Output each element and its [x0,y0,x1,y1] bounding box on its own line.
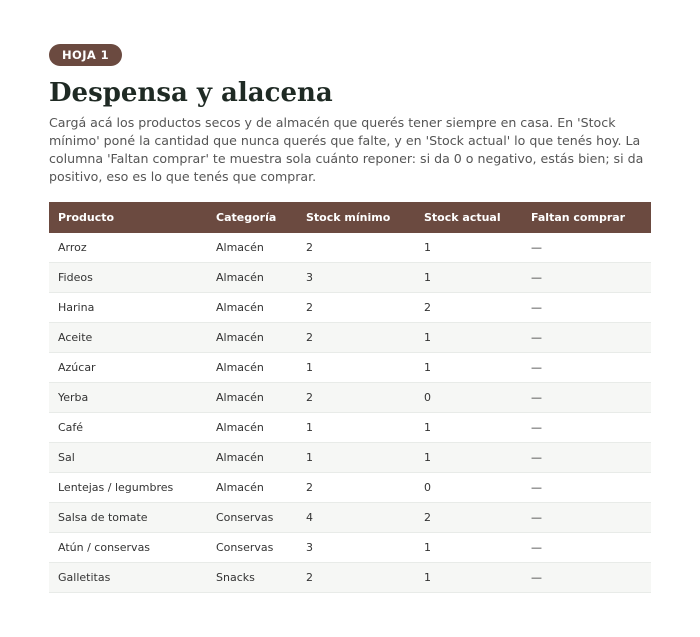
cell-producto[interactable]: Fideos [49,263,207,293]
cell-producto[interactable]: Salsa de tomate [49,503,207,533]
cell-faltan-comprar: — [522,563,651,593]
cell-stock-actual[interactable]: 0 [415,383,522,413]
cell-categoria[interactable]: Almacén [207,293,297,323]
cell-categoria[interactable]: Almacén [207,473,297,503]
cell-stock-minimo[interactable]: 1 [297,413,415,443]
cell-producto[interactable]: Yerba [49,383,207,413]
cell-producto[interactable]: Arroz [49,233,207,263]
cell-stock-minimo[interactable]: 2 [297,233,415,263]
table-row [49,323,651,353]
cell-stock-actual[interactable]: 1 [415,533,522,563]
cell-producto[interactable]: Harina [49,293,207,323]
table-row [49,473,651,503]
pantry-table [49,202,651,593]
cell-stock-actual[interactable]: 1 [415,263,522,293]
cell-faltan-comprar: — [522,503,651,533]
cell-categoria[interactable]: Almacén [207,443,297,473]
cell-stock-actual[interactable]: 1 [415,563,522,593]
header-producto: Producto [49,202,207,233]
page-title: Despensa y alacena [49,78,333,108]
table-row [49,533,651,563]
table-row [49,353,651,383]
table-row [49,263,651,293]
cell-stock-minimo[interactable]: 2 [297,563,415,593]
cell-categoria[interactable]: Almacén [207,233,297,263]
table-row [49,563,651,593]
cell-categoria[interactable]: Almacén [207,353,297,383]
cell-categoria[interactable]: Almacén [207,263,297,293]
header-faltan-comprar: Faltan comprar [522,202,651,233]
cell-producto[interactable]: Sal [49,443,207,473]
sheet-badge: HOJA 1 [49,44,122,66]
cell-stock-minimo[interactable]: 1 [297,353,415,383]
cell-producto[interactable]: Aceite [49,323,207,353]
cell-faltan-comprar: — [522,443,651,473]
page-description: Cargá acá los productos secos y de almacén que querés tener siempre en casa. En 'Stock mínimo' poné la cantidad que nunca querés que falte, y en 'Stock actual' lo que tenés hoy. La columna 'Faltan comprar' te muestra sola cuánto reponer: si da 0 o negativo, estás bien; si da positivo, eso es lo que tenés que comprar. [49,115,644,184]
cell-faltan-comprar: — [522,233,651,263]
cell-categoria[interactable]: Conservas [207,533,297,563]
cell-stock-actual[interactable]: 2 [415,293,522,323]
table-row [49,413,651,443]
header-stock-actual: Stock actual [415,202,522,233]
cell-faltan-comprar: — [522,263,651,293]
cell-stock-minimo[interactable]: 2 [297,383,415,413]
table-row [49,293,651,323]
cell-stock-actual[interactable]: 1 [415,353,522,383]
cell-categoria[interactable]: Almacén [207,323,297,353]
cell-stock-minimo[interactable]: 3 [297,533,415,563]
table-row [49,503,651,533]
table-row [49,383,651,413]
table-row [49,233,651,263]
cell-stock-actual[interactable]: 1 [415,443,522,473]
cell-producto[interactable]: Lentejas / legumbres [49,473,207,503]
cell-faltan-comprar: — [522,413,651,443]
cell-categoria[interactable]: Conservas [207,503,297,533]
cell-producto[interactable]: Café [49,413,207,443]
cell-faltan-comprar: — [522,323,651,353]
cell-stock-actual[interactable]: 1 [415,323,522,353]
cell-stock-actual[interactable]: 1 [415,233,522,263]
cell-producto[interactable]: Galletitas [49,563,207,593]
cell-stock-minimo[interactable]: 2 [297,293,415,323]
cell-faltan-comprar: — [522,383,651,413]
header-categoria: Categoría [207,202,297,233]
cell-faltan-comprar: — [522,533,651,563]
cell-producto[interactable]: Azúcar [49,353,207,383]
cell-faltan-comprar: — [522,473,651,503]
cell-stock-minimo[interactable]: 2 [297,473,415,503]
cell-categoria[interactable]: Almacén [207,413,297,443]
cell-stock-actual[interactable]: 1 [415,413,522,443]
cell-faltan-comprar: — [522,293,651,323]
cell-categoria[interactable]: Snacks [207,563,297,593]
cell-stock-actual[interactable]: 0 [415,473,522,503]
table-header-row [49,202,651,233]
cell-stock-minimo[interactable]: 4 [297,503,415,533]
cell-stock-minimo[interactable]: 2 [297,323,415,353]
cell-faltan-comprar: — [522,353,651,383]
cell-stock-minimo[interactable]: 1 [297,443,415,473]
cell-stock-minimo[interactable]: 3 [297,263,415,293]
cell-producto[interactable]: Atún / conservas [49,533,207,563]
header-stock-minimo: Stock mínimo [297,202,415,233]
table-row [49,443,651,473]
cell-stock-actual[interactable]: 2 [415,503,522,533]
cell-categoria[interactable]: Almacén [207,383,297,413]
